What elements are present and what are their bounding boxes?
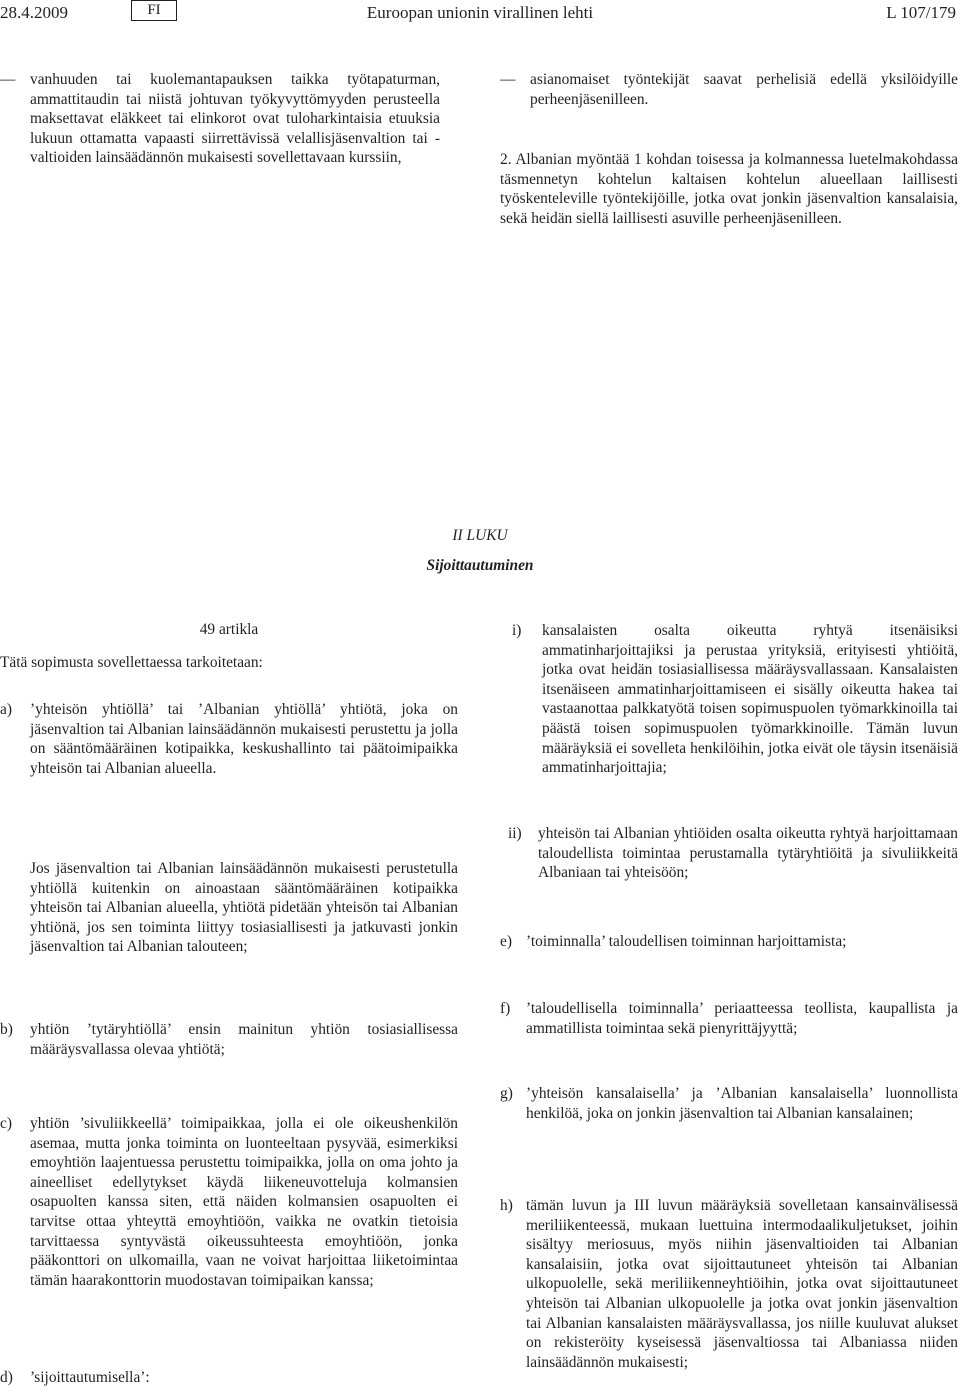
definition-e <box>500 932 958 952</box>
item-label: f) <box>500 1000 511 1017</box>
item-label: b) <box>0 1021 13 1038</box>
item-text: ’yhteisön yhtiöllä’ tai ’Albanian yhtiöllä’ yhtiötä, joka on jäsenvaltion tai Albanian lainsäädännön mukaisesti perustettu ja jolla on sääntömääräinen kotipaikka, keskushallinto tai päätoimipaikka yhteisön tai Albanian alueella. <box>30 701 458 777</box>
item-text: yhtiön ’tytäryhtiöllä’ ensin mainitun yhtiön tosiasiallisessa määräysvallassa olevaa yhtiötä; <box>30 1021 458 1058</box>
top-right-text: asianomaiset työntekijät saavat perhelisiä edellä yksilöidyille perheenjäsenilleen. <box>530 71 958 108</box>
definition-d-i <box>500 621 958 778</box>
item-label: i) <box>512 622 522 639</box>
definition-d <box>0 1368 458 1388</box>
article-number-text: 49 artikla <box>199 621 259 638</box>
item-text: ’taloudellisella toiminnalla’ periaatteessa teollista, kaupallista ja ammatillista toimintaa sekä pienyrittäjyyttä; <box>526 1000 958 1037</box>
definition-f <box>500 999 958 1038</box>
top-right-indent <box>500 70 958 109</box>
item-label: d) <box>0 1369 13 1386</box>
item-text: ’yhteisön kansalaisella’ ja ’Albanian kansalaisella’ luonnollista henkilöä, joka on jonkin jäsenvaltion tai Albanian kansalainen; <box>526 1085 958 1122</box>
item-text: ’sijoittautumisella’: <box>30 1369 150 1386</box>
item-text: kansalaisten osalta oikeutta ryhtyä itsenäisiksi ammatinharjoittajiksi ja perustaa yrityksiä, erityisesti yhtiöitä, jotka ovat heidän tosiasiallisessa määräysvallassaan. Kansalaisten itsenäiseen ammatinharjoittamiseen ei sisälly oikeutta hakea tai vastaanottaa palkkatyötä toisen sopimuspuolen työmarkkinoilla tai päästä toisen sopimuspuolen työmarkkinoille. Tämän luvun määräyksiä ei sovelleta henkilöihin, jotka eivät ole täysin itsenäisiä ammatinharjoittajia; <box>542 622 958 777</box>
chapter-number: II LUKU <box>452 527 508 544</box>
page-reference: L 107/179 <box>886 3 956 22</box>
article-number <box>0 620 458 640</box>
item-text: tämän luvun ja III luvun määräyksiä sovelletaan kansainvälisessä meriliikenteessä, mukaan luettuina intermodaalikuljetukset, joihin sisältyy meriosuus, myös niihin jäsenvaltioiden tai Albanian kansalaisiin, jotka ovat sijoittautuneet yhteisön tai Albanian ulkopuolelle, sekä meriliikenneyhtiöihin, jotka ovat sijoittautuneet yhteisön tai Albanian ulkopuolelle ja jotka ovat jonkin jäsenvaltion tai Albanian kansalaisten määräysvallassa, jos niille kuuluvat alukset on rekisteröity kyseisessä jäsenvaltiossa tai Albaniassa niiden lainsäädännön mukaisesti; <box>526 1197 958 1371</box>
definition-b <box>0 1020 458 1059</box>
definition-a-continuation: Jos jäsenvaltion tai Albanian lainsäädännön mukaisesti perustetulla yhtiöllä kuitenkin on ainoastaan sääntömääräinen kotipaikka yhteisön tai Albanian alueella, yhtiötä pidetään yhteisön tai Albanian yhtiönä, jos sen toiminta liittyy tosiasiallisesti ja jatkuvasti jonkin jäsenvaltion tai Albanian talouteen; <box>30 860 458 956</box>
item-text: yhtiön ’sivuliikkeellä’ toimipaikkaa, jolla ei ole oikeushenkilön asemaa, mutta jonka toiminta on luonteeltaan pysyvää, esimerkiksi emoyhtiön laajentuessa perustettu toimipaikka, jolla on oma johto ja aineelliset edellytykset käydä liikeneuvotteluja kolmansien osapuolten kanssa siten, että näiden kolmansien osapuolten ei tarvitse ottaa yhteyttä emoyhtiöön, vaikka ne ovatkin tietoisia tarvittaessa syntyvästä oikeussuhteesta emoyhtiöön, jonka pääkonttori on ulkomailla, vaan ne voivat harjoittaa liiketoimintaa tämän haarakonttorin muodostavan toimipaikan kanssa; <box>30 1115 458 1289</box>
top-left-text: vanhuuden tai kuolemantapauksen taikka työtapaturman, ammattitaudin tai niistä johtuvan työkyvyttömyyden perusteella maksettavat eläkkeet tai elinkorot ovat tuloharkintaisia etuuksia lukuun ottamatta vapaasti siirrettävissä velallisjäsenvaltion tai -valtioiden lainsäädännön mukaisesti sovellettavaan kurssiin, <box>30 71 440 167</box>
language-code: FI <box>147 2 161 18</box>
header-date: 28.4.2009 <box>0 3 68 22</box>
item-text: yhteisön tai Albanian yhtiöiden osalta oikeutta ryhtyä harjoittamaan taloudellista toimintaa perustamalla tytäryhtiöitä ja sivuliikkeitä Albaniaan tai yhteisöön; <box>538 825 958 882</box>
definition-c <box>0 1114 458 1290</box>
definition-g <box>500 1084 958 1123</box>
item-label: e) <box>500 933 512 950</box>
definition-a <box>0 700 458 778</box>
item-label: ii) <box>508 825 522 842</box>
chapter-title: Sijoittautuminen <box>426 557 534 574</box>
definition-d-ii <box>500 824 958 883</box>
definition-h <box>500 1196 958 1372</box>
item-text: ’toiminnalla’ taloudellisen toiminnan harjoittamista; <box>526 933 847 950</box>
item-label: c) <box>0 1115 12 1132</box>
top-left-indent <box>0 70 440 168</box>
journal-title: Euroopan unionin virallinen lehti <box>366 3 594 22</box>
item-label: h) <box>500 1197 513 1214</box>
em-dash: — <box>500 71 516 88</box>
article-intro: Tätä sopimusta sovellettaessa tarkoitetaan: <box>0 654 263 671</box>
item-label: g) <box>500 1085 513 1102</box>
top-right-paragraph-2: 2. Albanian myöntää 1 kohdan toisessa ja kolmannessa luetelmakohdassa täsmennetyn kohtelun kaltaisen kohtelun alueellaan laillisesti työskenteleville työntekijöille, jotka ovat jonkin jäsenvaltion kansalaisia, sekä heidän siellä laillisesti asuville perheenjäsenilleen. <box>500 151 958 227</box>
em-dash: — <box>0 71 16 88</box>
item-label: a) <box>0 701 12 718</box>
